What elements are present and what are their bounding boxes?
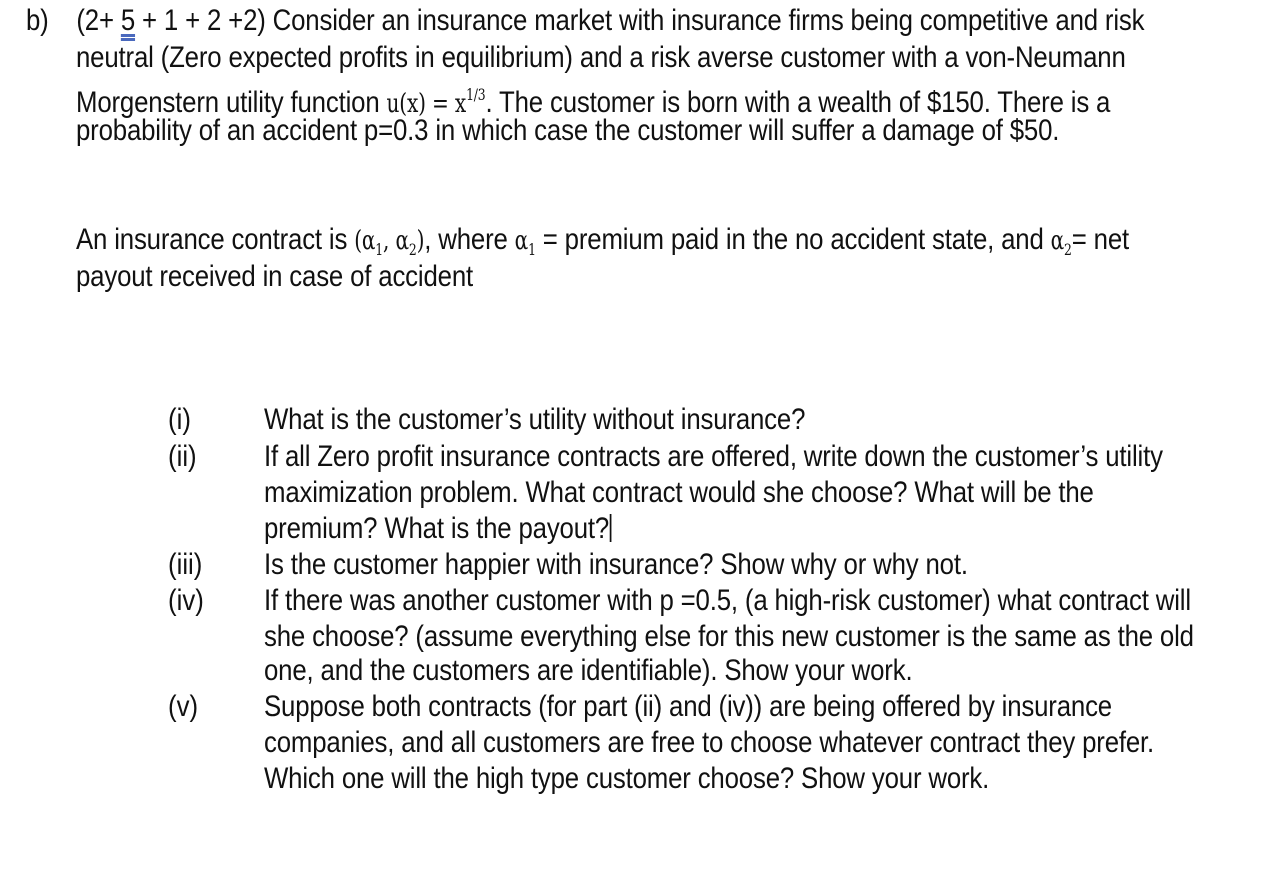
question-label-line — [26, 4, 1144, 38]
part-text-line: Is the customer happier with insurance? Show why or why not. — [264, 548, 968, 581]
intro-line2: neutral (Zero expected profits in equilibrium) and a risk averse customer with a von-Neumann — [76, 41, 1126, 74]
intro-line4: probability of an accident p=0.3 in which case the customer will suffer a damage of $50. — [76, 114, 1060, 147]
part-number: (ii) — [168, 440, 197, 473]
intro-line3-a: Morgenstern utility function — [76, 86, 387, 119]
utility-lhs: u(x) = x — [386, 89, 467, 119]
alpha1 — [514, 226, 536, 259]
contract-line1-b: , where — [424, 223, 515, 256]
contract-tuple — [354, 226, 425, 259]
intro-line3-b: . The customer is born with a wealth of $150. There is a — [485, 86, 1111, 119]
utility-exponent: 1/3 — [466, 85, 486, 104]
part-text-line: companies, and all customers are free to choose whatever contract they prefer. — [264, 726, 1155, 759]
contract-line1-c: = premium paid in the no accident state, and — [535, 223, 1051, 256]
text-cursor — [610, 514, 612, 542]
tuple-close: ) — [416, 226, 425, 256]
part-number: (iv) — [168, 584, 204, 617]
tuple-sub1: 1 — [375, 240, 384, 259]
points-open: (2+ — [76, 4, 121, 37]
alpha2-sub: 2 — [1064, 240, 1072, 259]
part-text-line: What is the customer’s utility without insurance? — [264, 403, 806, 436]
part-number: (iii) — [168, 548, 203, 581]
tuple-mid: , α — [383, 226, 409, 256]
question-label: b) — [26, 4, 49, 37]
part-text-line: she choose? (assume everything else for this new customer is the same as the old — [264, 620, 1194, 653]
alpha2-symbol: α — [1050, 226, 1065, 256]
part-text-line: Which one will the high type customer choose? Show your work. — [264, 762, 990, 795]
contract-line2: payout received in case of accident — [76, 260, 473, 293]
alpha1-symbol: α — [514, 226, 529, 256]
alpha1-sub: 1 — [528, 240, 536, 259]
part-number: (v) — [168, 690, 199, 723]
contract-line1-a: An insurance contract is — [76, 223, 355, 256]
contract-line1-d: = net — [1071, 223, 1130, 256]
points-five: 5 — [120, 4, 136, 37]
part-text-line: If there was another customer with p =0.5, (a high-risk customer) what contract will — [264, 584, 1191, 617]
part-text-line: If all Zero profit insurance contracts are offered, write down the customer’s utility — [264, 440, 1163, 473]
part-text-line: one, and the customers are identifiable). Show your work. — [264, 654, 913, 687]
points-rest: + 1 + 2 +2) — [135, 4, 266, 37]
part-text: premium? What is the payout? — [264, 512, 610, 545]
tuple-open: (α — [354, 226, 376, 256]
intro-line1-tail: Consider an insurance market with insurance firms being competitive and risk — [265, 4, 1145, 37]
alpha2 — [1050, 226, 1072, 259]
part-text-line: maximization problem. What contract would she choose? What will be the — [264, 476, 1094, 509]
part-text-line — [264, 512, 612, 546]
part-text-line: Suppose both contracts (for part (ii) and (iv)) are being offered by insurance — [264, 690, 1112, 723]
tuple-sub2: 2 — [408, 240, 417, 259]
part-number: (i) — [168, 403, 191, 436]
